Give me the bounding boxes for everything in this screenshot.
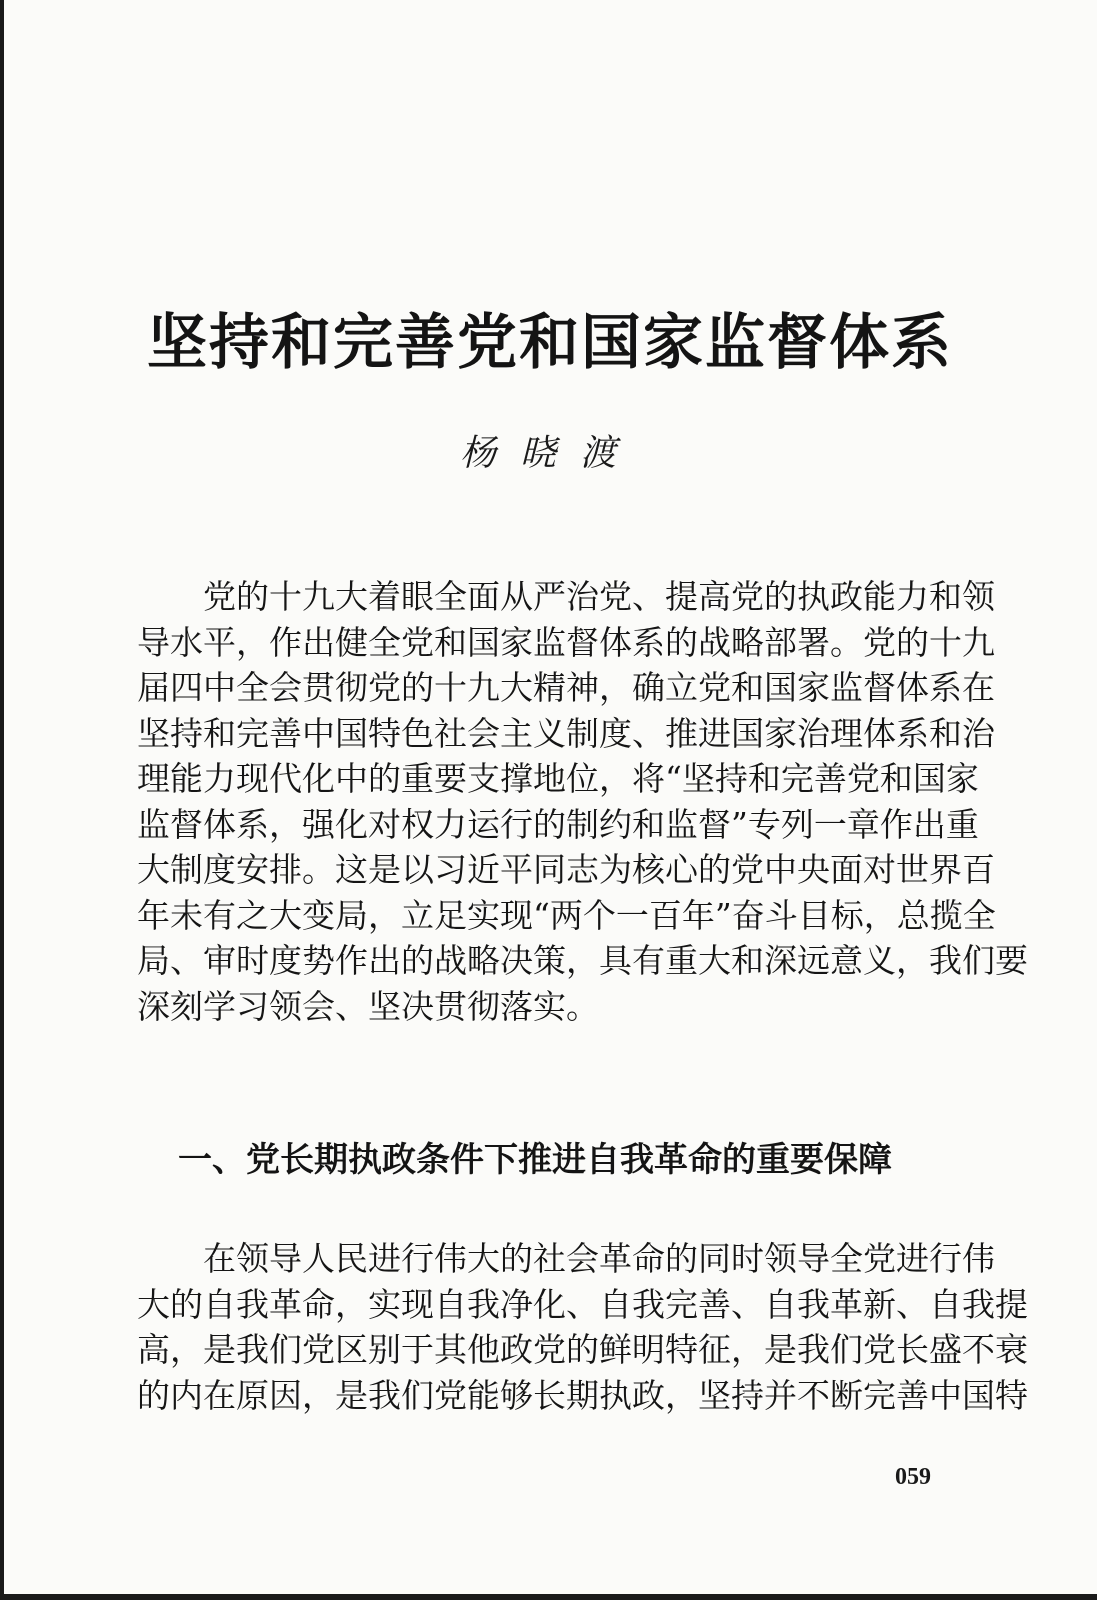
paragraph-line: 理能力现代化中的重要支撑地位，将“坚持和完善党和国家 [137,759,979,798]
paragraph-line: 导水平，作出健全党和国家监督体系的战略部署。党的十九 [137,622,995,662]
paragraph-line: 高，是我们党区别于其他政党的鲜明特征，是我们党长盛不衰 [137,1330,1028,1369]
page-number: 059 [895,1464,931,1490]
paragraph-line: 局、审时度势作出的战略决策，具有重大和深远意义，我们要 [137,941,1028,980]
paragraph-line: 年未有之大变局，立足实现“两个一百年”奋斗目标，总揽全 [137,895,996,935]
paragraph-line: 大的自我革命，实现自我净化、自我完善、自我革新、自我提 [137,1284,1028,1324]
section-paragraph [137,1236,1028,1418]
article-title: 坚持和完善党和国家监督体系 [147,308,953,378]
paragraph-line: 的内在原因，是我们党能够长期执政，坚持并不断完善中国特 [137,1375,1028,1415]
paragraph-line: 在领导人民进行伟大的社会革命的同时领导全党进行伟 [137,1239,995,1278]
paragraph-line: 监督体系，强化对权力运行的制约和监督”专列一章作出重 [137,804,979,844]
scan-bottom-edge [0,1594,1097,1600]
article-author: 杨晓渡 [459,433,640,474]
paragraph-line: 党的十九大着眼全面从严治党、提高党的执政能力和领 [137,577,995,616]
intro-paragraph [137,574,1028,1029]
paragraph-line: 坚持和完善中国特色社会主义制度、推进国家治理体系和治 [137,713,995,753]
paragraph-line: 大制度安排。这是以习近平同志为核心的党中央面对世界百 [137,850,995,889]
section-heading: 一、党长期执政条件下推进自我革命的重要保障 [178,1140,892,1180]
paragraph-line: 深刻学习领会、坚决贯彻落实。 [137,986,599,1026]
paragraph-line: 届四中全会贯彻党的十九大精神，确立党和国家监督体系在 [137,668,995,707]
scan-left-edge [0,0,4,1600]
